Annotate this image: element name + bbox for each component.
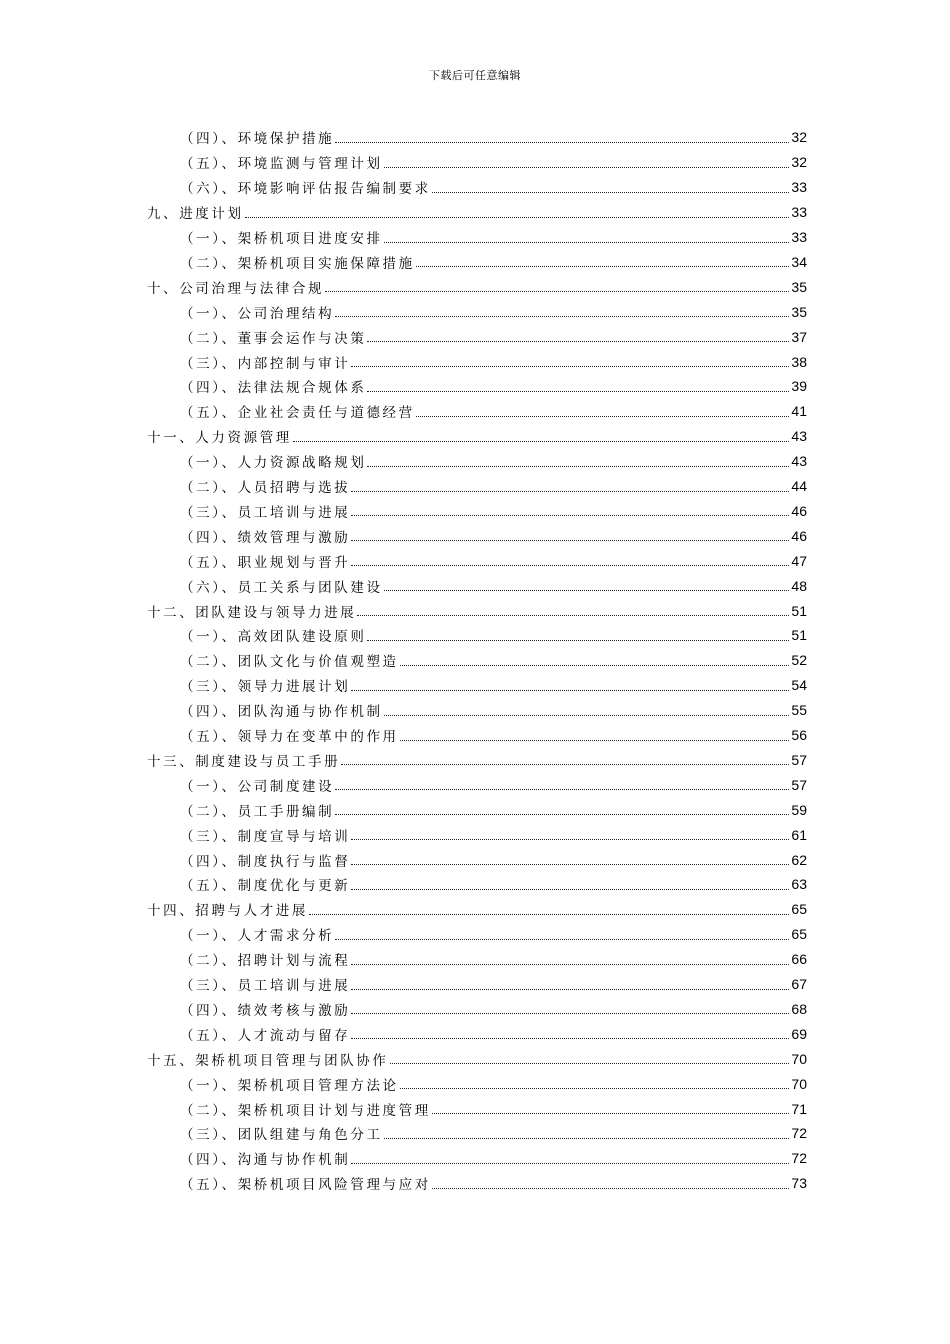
toc-entry[interactable] xyxy=(180,499,807,524)
toc-entry-title: （五）、企业社会责任与道德经营 xyxy=(180,405,415,422)
toc-dot-leader xyxy=(335,142,789,143)
toc-entry[interactable] xyxy=(180,997,807,1022)
page-header: 下载后可任意编辑 xyxy=(429,69,521,82)
toc-entry[interactable] xyxy=(147,1046,807,1071)
toc-entry-page-number: 32 xyxy=(791,154,807,171)
toc-dot-leader xyxy=(367,391,789,392)
toc-dot-leader xyxy=(384,1138,790,1139)
toc-entry-page-number: 48 xyxy=(791,577,807,594)
toc-dot-leader xyxy=(416,416,790,417)
toc-entry-title: （二）、人员招聘与选拔 xyxy=(180,480,351,497)
toc-entry-title: （一）、高效团队建设原则 xyxy=(180,629,367,646)
toc-entry-title: （四）、绩效管理与激励 xyxy=(180,529,351,546)
toc-entry-page-number: 65 xyxy=(791,901,807,918)
toc-entry[interactable] xyxy=(180,573,807,598)
toc-entry[interactable] xyxy=(180,1171,807,1196)
toc-entry-page-number: 57 xyxy=(791,776,807,793)
toc-entry[interactable] xyxy=(180,1146,807,1171)
toc-entry[interactable] xyxy=(180,125,807,150)
toc-entry-title: （六）、员工关系与团队建设 xyxy=(180,579,383,596)
toc-entry[interactable] xyxy=(180,1021,807,1046)
toc-entry-title: 十三、制度建设与员工手册 xyxy=(147,753,341,770)
toc-entry-page-number: 62 xyxy=(791,851,807,868)
toc-entry-title: （三）、领导力进展计划 xyxy=(180,679,351,696)
toc-entry-title: （四）、沟通与协作机制 xyxy=(180,1152,351,1169)
toc-entry-title: （三）、团队组建与角色分工 xyxy=(180,1127,383,1144)
toc-dot-leader xyxy=(351,889,789,890)
toc-entry-page-number: 71 xyxy=(791,1100,807,1117)
toc-entry-title: （五）、环境监测与管理计划 xyxy=(180,156,383,173)
toc-dot-leader xyxy=(335,316,789,317)
toc-entry-title: （四）、绩效考核与激励 xyxy=(180,1002,351,1019)
toc-entry[interactable] xyxy=(180,1071,807,1096)
toc-dot-leader xyxy=(432,192,790,193)
toc-dot-leader xyxy=(351,1013,789,1014)
toc-dot-leader xyxy=(351,565,789,566)
toc-entry-title: （一）、人才需求分析 xyxy=(180,928,335,945)
toc-dot-leader xyxy=(384,715,790,716)
toc-entry-page-number: 33 xyxy=(791,179,807,196)
toc-dot-leader xyxy=(351,989,789,990)
toc-dot-leader xyxy=(400,1088,790,1089)
toc-entry-page-number: 35 xyxy=(791,303,807,320)
toc-entry-page-number: 43 xyxy=(791,428,807,445)
toc-entry-page-number: 72 xyxy=(791,1125,807,1142)
toc-dot-leader xyxy=(351,964,789,965)
toc-entry[interactable] xyxy=(180,1096,807,1121)
toc-dot-leader xyxy=(351,839,789,840)
toc-entry-page-number: 59 xyxy=(791,801,807,818)
toc-entry-page-number: 35 xyxy=(791,278,807,295)
toc-entry-page-number: 34 xyxy=(791,253,807,270)
toc-entry[interactable] xyxy=(180,847,807,872)
toc-dot-leader xyxy=(432,1188,790,1189)
toc-entry[interactable] xyxy=(180,324,807,349)
toc-entry-page-number: 69 xyxy=(791,1025,807,1042)
toc-entry-title: （三）、制度宣导与培训 xyxy=(180,828,351,845)
toc-entry-page-number: 33 xyxy=(791,229,807,246)
toc-entry-title: （二）、招聘计划与流程 xyxy=(180,953,351,970)
toc-entry-title: （二）、员工手册编制 xyxy=(180,803,335,820)
toc-dot-leader xyxy=(367,341,789,342)
toc-dot-leader xyxy=(335,814,789,815)
toc-entry[interactable] xyxy=(180,797,807,822)
toc-entry-page-number: 46 xyxy=(791,527,807,544)
toc-entry-title: （六）、环境影响评估报告编制要求 xyxy=(180,181,431,198)
toc-entry[interactable] xyxy=(147,598,807,623)
toc-dot-leader xyxy=(416,266,790,267)
toc-entry-page-number: 43 xyxy=(791,453,807,470)
toc-entry[interactable] xyxy=(180,374,807,399)
toc-entry-title: （二）、架桥机项目实施保障措施 xyxy=(180,255,415,272)
toc-entry-title: （五）、人才流动与留存 xyxy=(180,1027,351,1044)
toc-entry-page-number: 72 xyxy=(791,1150,807,1167)
toc-dot-leader xyxy=(335,789,789,790)
toc-entry-page-number: 51 xyxy=(791,627,807,644)
toc-entry-title: 九、进度计划 xyxy=(147,206,244,223)
toc-entry-title: 十二、团队建设与领导力进展 xyxy=(147,604,357,621)
toc-entry[interactable] xyxy=(180,399,807,424)
toc-entry-page-number: 65 xyxy=(791,926,807,943)
toc-entry-title: （五）、架桥机项目风险管理与应对 xyxy=(180,1177,431,1194)
toc-entry-title: （一）、公司制度建设 xyxy=(180,778,335,795)
toc-entry-page-number: 70 xyxy=(791,1050,807,1067)
toc-entry-title: （四）、法律法规合规体系 xyxy=(180,380,367,397)
toc-entry[interactable] xyxy=(180,947,807,972)
toc-entry[interactable] xyxy=(180,150,807,175)
toc-entry-page-number: 73 xyxy=(791,1175,807,1192)
toc-entry-page-number: 57 xyxy=(791,751,807,768)
toc-entry[interactable] xyxy=(180,698,807,723)
toc-entry[interactable] xyxy=(180,175,807,200)
toc-entry-page-number: 61 xyxy=(791,826,807,843)
toc-dot-leader xyxy=(351,491,789,492)
toc-dot-leader xyxy=(367,640,789,641)
toc-entry[interactable] xyxy=(180,822,807,847)
toc-dot-leader xyxy=(351,864,789,865)
toc-entry[interactable] xyxy=(180,772,807,797)
toc-entry[interactable] xyxy=(147,748,807,773)
toc-entry-page-number: 51 xyxy=(791,602,807,619)
toc-entry[interactable] xyxy=(180,474,807,499)
toc-dot-leader xyxy=(384,590,790,591)
toc-entry-page-number: 33 xyxy=(791,204,807,221)
toc-entry[interactable] xyxy=(180,250,807,275)
toc-entry-title: 十五、架桥机项目管理与团队协作 xyxy=(147,1052,389,1069)
toc-entry-title: （一）、人力资源战略规划 xyxy=(180,455,367,472)
toc-entry-title: （一）、公司治理结构 xyxy=(180,305,335,322)
toc-entry-title: （二）、架桥机项目计划与进度管理 xyxy=(180,1102,431,1119)
toc-entry-page-number: 47 xyxy=(791,552,807,569)
toc-entry-title: （二）、董事会运作与决策 xyxy=(180,330,367,347)
toc-entry[interactable] xyxy=(180,225,807,250)
toc-dot-leader xyxy=(400,740,790,741)
toc-entry-title: （二）、团队文化与价值观塑造 xyxy=(180,654,399,671)
toc-entry[interactable] xyxy=(147,200,807,225)
toc-dot-leader xyxy=(293,441,790,442)
toc-dot-leader xyxy=(367,466,789,467)
toc-entry-title: （三）、员工培训与进展 xyxy=(180,978,351,995)
toc-entry[interactable] xyxy=(180,723,807,748)
toc-entry-title: 十、公司治理与法律合规 xyxy=(147,280,325,297)
toc-dot-leader xyxy=(384,167,790,168)
toc-entry-title: （一）、架桥机项目管理方法论 xyxy=(180,1077,399,1094)
toc-entry-page-number: 68 xyxy=(791,1000,807,1017)
toc-entry-title: （三）、内部控制与审计 xyxy=(180,355,351,372)
toc-entry-title: （一）、架桥机项目进度安排 xyxy=(180,231,383,248)
toc-entry-title: （四）、团队沟通与协作机制 xyxy=(180,704,383,721)
toc-entry-title: 十一、人力资源管理 xyxy=(147,430,292,447)
toc-entry[interactable] xyxy=(180,623,807,648)
toc-dot-leader xyxy=(245,217,790,218)
toc-dot-leader xyxy=(351,1163,789,1164)
toc-entry-title: （三）、员工培训与进展 xyxy=(180,504,351,521)
toc-entry-page-number: 38 xyxy=(791,353,807,370)
toc-dot-leader xyxy=(341,764,789,765)
toc-entry[interactable] xyxy=(180,548,807,573)
toc-entry[interactable] xyxy=(180,523,807,548)
toc-entry-page-number: 41 xyxy=(791,403,807,420)
toc-entry[interactable] xyxy=(180,648,807,673)
toc-dot-leader xyxy=(335,939,789,940)
toc-entry-title: （四）、制度执行与监督 xyxy=(180,853,351,870)
toc-entry-page-number: 66 xyxy=(791,951,807,968)
toc-dot-leader xyxy=(325,291,789,292)
toc-entry-title: （四）、环境保护措施 xyxy=(180,131,335,148)
toc-entry-page-number: 46 xyxy=(791,502,807,519)
toc-entry-page-number: 63 xyxy=(791,876,807,893)
toc-entry-title: （五）、领导力在变革中的作用 xyxy=(180,729,399,746)
toc-entry-title: 十四、招聘与人才进展 xyxy=(147,903,308,920)
toc-entry-page-number: 55 xyxy=(791,702,807,719)
toc-dot-leader xyxy=(351,1038,789,1039)
toc-dot-leader xyxy=(357,615,789,616)
toc-entry-page-number: 44 xyxy=(791,478,807,495)
toc-entry[interactable] xyxy=(180,449,807,474)
toc-dot-leader xyxy=(351,540,789,541)
toc-entry-title: （五）、制度优化与更新 xyxy=(180,878,351,895)
toc-dot-leader xyxy=(384,242,790,243)
toc-entry-page-number: 67 xyxy=(791,976,807,993)
toc-dot-leader xyxy=(351,690,789,691)
toc-entry[interactable] xyxy=(180,1121,807,1146)
toc-entry[interactable] xyxy=(180,872,807,897)
toc-entry[interactable] xyxy=(180,673,807,698)
toc-dot-leader xyxy=(309,914,789,915)
toc-entry[interactable] xyxy=(180,972,807,997)
toc-entry[interactable] xyxy=(147,897,807,922)
toc-entry-title: （五）、职业规划与晋升 xyxy=(180,554,351,571)
toc-entry-page-number: 39 xyxy=(791,378,807,395)
toc-entry-page-number: 37 xyxy=(791,328,807,345)
toc-entry-page-number: 56 xyxy=(791,727,807,744)
toc-entry-page-number: 32 xyxy=(791,129,807,146)
toc-dot-leader xyxy=(351,515,789,516)
toc-entry[interactable] xyxy=(147,274,807,299)
toc-entry-page-number: 54 xyxy=(791,677,807,694)
toc-dot-leader xyxy=(390,1063,790,1064)
toc-entry-page-number: 70 xyxy=(791,1075,807,1092)
toc-entry[interactable] xyxy=(180,349,807,374)
toc-entry[interactable] xyxy=(180,299,807,324)
toc-entry[interactable] xyxy=(147,424,807,449)
toc-dot-leader xyxy=(432,1113,790,1114)
toc-entry-page-number: 52 xyxy=(791,652,807,669)
toc-dot-leader xyxy=(400,665,790,666)
toc-entry[interactable] xyxy=(180,922,807,947)
toc-dot-leader xyxy=(351,366,789,367)
